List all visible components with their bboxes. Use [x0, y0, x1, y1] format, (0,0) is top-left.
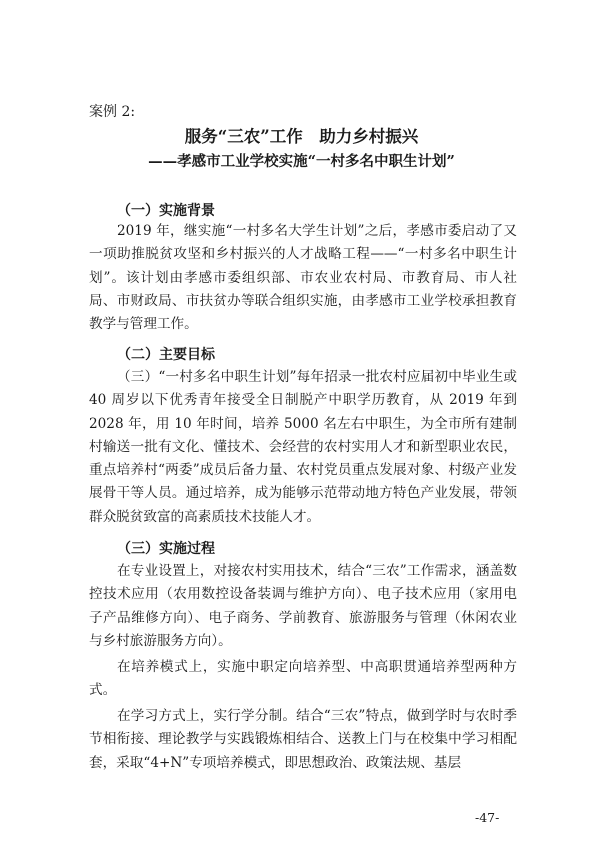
paragraph-major-setting: 在专业设置上，对接农村实用技术，结合“三农”工作需求，涵盖数控技术应用（农用数控设备装调与维护方向）、电子技术应用（家用电子产品维修方向）、电子商务、学前教育、旅游服务与管理（休闲农业与乡村旅游服务方向）。	[89, 563, 517, 649]
document-title: 服务“三农”工作 助力乡村振兴	[184, 127, 419, 146]
case-label: 案例 2:	[89, 104, 136, 120]
paragraph-training-mode: 在培养模式上，实施中职定向培养型、中高职贯通培养型两种方式。	[89, 659, 517, 699]
document-subtitle: ——孝感市工业学校实施“一村多名中职生计划”	[148, 153, 455, 170]
paragraph-study-method: 在学习方式上，实行学分制。结合“三农”特点，做到学时与农时季节相衔接、理论教学与实践锻炼相结合、送教上门与在校集中学习相配套，采取“4+N”专项培养模式，即思想政治、政策法规、基层	[89, 708, 517, 771]
page-number: -47-	[475, 810, 500, 825]
paragraph-background: 2019 年，继实施“一村多名大学生计划”之后，孝感市委启动了又一项助推脱贫攻坚和乡村振兴的人才战略工程——“一村多名中职生计划”。该计划由孝感市委组织部、市农业农村局、市教育局、市人社局、市财政局、市扶贫办等联合组织实施，由孝感市工业学校承担教育教学与管理工作。	[89, 223, 517, 333]
section-heading-background: （一）实施背景	[117, 203, 215, 219]
section-heading-process: （三）实施过程	[117, 541, 215, 557]
section-heading-goals: （二）主要目标	[117, 347, 215, 363]
paragraph-goals: （三）“一村多名中职生计划”每年招录一批农村应届初中毕业生或 40 周岁以下优秀青年接受全日制脱产中职学历教育，从 2019 年到 2028 年，用 10 年时间，培养 5000 名左右中职生，为全市所有建制村输送一批有文化、懂技术、会经营的农村实用人才和新型职业农民，重点培养村“两委”成员后备力量、农村党员重点发展对象、村级产业发展骨干等人员。通过培养，成为能够示范带动地方特色产业发展，带领群众脱贫致富的高素质技术技能人才。	[89, 369, 517, 525]
